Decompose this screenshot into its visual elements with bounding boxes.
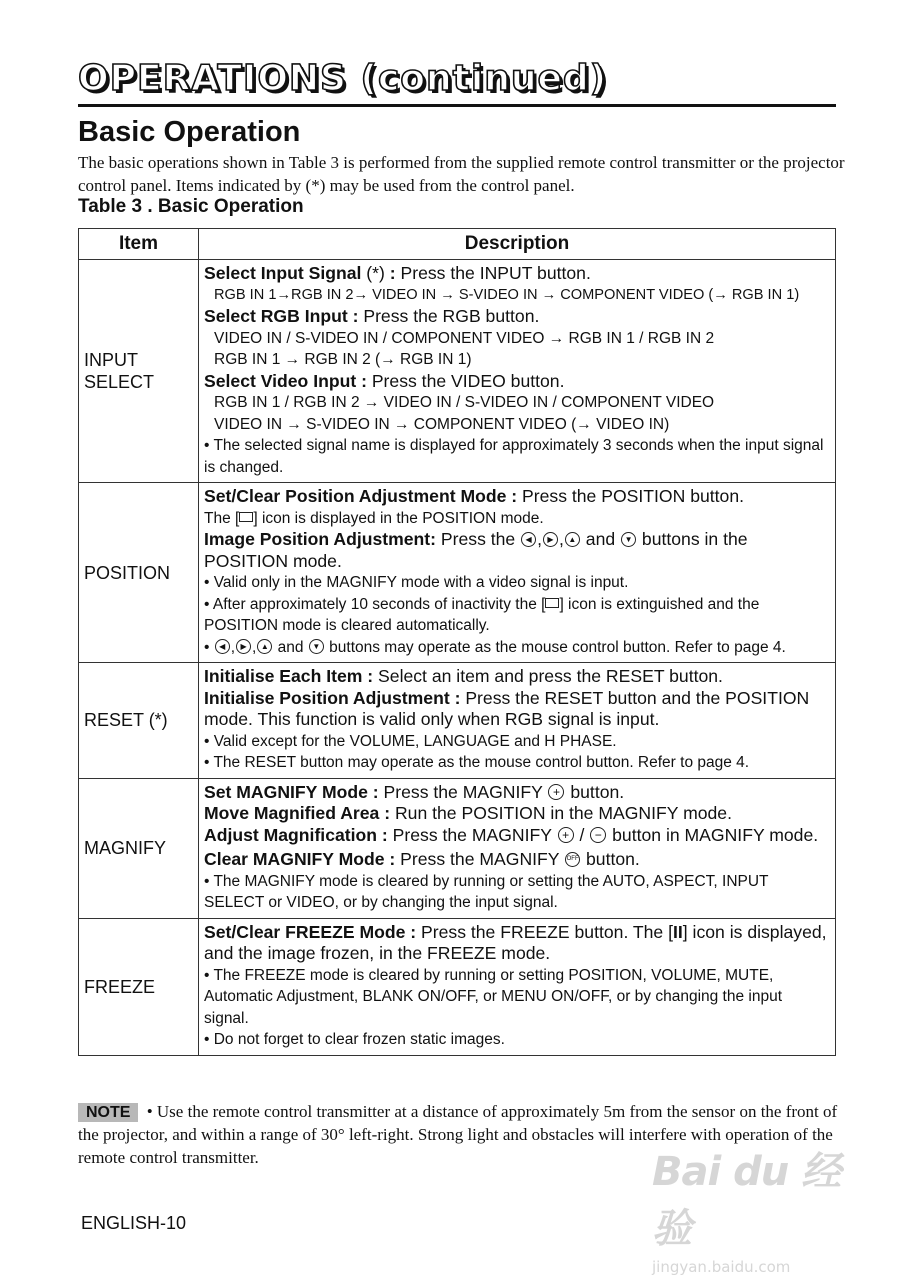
desc-text: / bbox=[574, 824, 590, 845]
item-input-select bbox=[79, 260, 199, 483]
note-text: • Use the remote control transmitter at a distance of approximately 5m from the sensor on the front of the projector, and within a range of 30° left-right. Strong light and obstacles will interfere with operation of the remote control transmitter. bbox=[78, 1102, 838, 1167]
table-row-position bbox=[79, 483, 836, 663]
desc-text: ] icon is displayed in the POSITION mode. bbox=[253, 509, 544, 527]
desc-freeze bbox=[199, 918, 836, 1055]
table-row-freeze bbox=[79, 918, 836, 1055]
position-frame-icon bbox=[545, 598, 559, 608]
desc-text: and bbox=[580, 529, 621, 549]
left-triangle-icon: ◀ bbox=[521, 532, 536, 547]
term: Select Input Signal bbox=[204, 263, 362, 283]
signal-sequence: RGB IN 1 / RGB IN 2 → VIDEO IN / S-VIDEO IN / COMPONENT VIDEO bbox=[214, 394, 715, 411]
desc-line bbox=[204, 508, 829, 530]
watermark-logo: Bai du 经验 bbox=[652, 1149, 841, 1252]
term: Adjust Magnification : bbox=[204, 824, 388, 845]
desc-line bbox=[204, 688, 829, 731]
desc-line bbox=[204, 263, 829, 285]
desc-magnify bbox=[199, 778, 836, 918]
desc-text: Press the VIDEO button. bbox=[366, 370, 565, 391]
item-line: INPUT bbox=[84, 350, 138, 370]
desc-note: • The FREEZE mode is cleared by running or setting POSITION, VOLUME, MUTE, Automatic Adjustment, BLANK ON/OFF, or MENU ON/OFF, or by changing the input signal. bbox=[204, 966, 783, 1027]
desc-line bbox=[204, 825, 829, 847]
desc-line bbox=[204, 371, 829, 393]
table-caption: Table 3 . Basic Operation bbox=[78, 196, 304, 217]
desc-line bbox=[204, 486, 829, 508]
heading-rule bbox=[78, 104, 836, 107]
basic-operation-table bbox=[78, 228, 836, 1056]
term: Initialise Each Item : bbox=[204, 666, 374, 686]
signal-sequence: VIDEO IN → S-VIDEO IN → COMPONENT VIDEO (→ VIDEO IN) bbox=[214, 415, 670, 433]
desc-note: • Valid except for the VOLUME, LANGUAGE and H PHASE. bbox=[204, 732, 617, 750]
plus-circle-icon: + bbox=[558, 827, 574, 843]
desc-line bbox=[204, 803, 829, 825]
desc-note: • The MAGNIFY mode is cleared by running or setting the AUTO, ASPECT, INPUT SELECT or VIDEO, or by changing the input signal. bbox=[204, 872, 769, 911]
desc-text: Press the RESET button and the POSITION mode. This function is valid only when RGB signal is input. bbox=[204, 687, 810, 729]
item-position: POSITION bbox=[79, 483, 199, 663]
intro-paragraph: The basic operations shown in Table 3 is performed from the supplied remote control transmitter or the projector control panel. Items indicated by (*) may be used from the control panel. bbox=[78, 153, 845, 195]
table-row-input-select bbox=[79, 260, 836, 483]
table-header-row bbox=[79, 229, 836, 260]
right-triangle-icon: ▶ bbox=[543, 532, 558, 547]
desc-text: Press the bbox=[436, 529, 521, 549]
desc-text: button. bbox=[581, 849, 640, 869]
minus-circle-icon: − bbox=[590, 827, 606, 843]
term: Set/Clear FREEZE Mode : bbox=[204, 921, 417, 942]
header-description: Description bbox=[199, 229, 836, 260]
off-circle-icon: OFF bbox=[565, 852, 580, 867]
term: Move Magnified Area : bbox=[204, 803, 391, 823]
desc-text: button in MAGNIFY mode. bbox=[607, 824, 819, 845]
term: Select RGB Input : bbox=[204, 306, 359, 326]
desc-text: Press the INPUT button. bbox=[395, 263, 591, 283]
table-row-magnify bbox=[79, 778, 836, 918]
item-magnify: MAGNIFY bbox=[79, 778, 199, 918]
term: Image Position Adjustment: bbox=[204, 529, 436, 549]
term: Set MAGNIFY Mode : bbox=[204, 781, 379, 802]
desc-text: buttons may operate as the mouse control button. Refer to page 4. bbox=[324, 638, 786, 656]
desc-text: Press the POSITION button. bbox=[517, 486, 744, 506]
desc-text: • After approximately 10 seconds of inactivity the [ bbox=[204, 595, 546, 613]
desc-text: Press the MAGNIFY bbox=[395, 849, 565, 869]
term: : bbox=[389, 263, 396, 283]
desc-text: Press the MAGNIFY bbox=[387, 824, 557, 845]
desc-note: • Do not forget to clear frozen static images. bbox=[204, 1031, 505, 1048]
desc-line bbox=[204, 666, 829, 688]
item-reset: RESET (*) bbox=[79, 663, 199, 779]
term: Clear MAGNIFY Mode : bbox=[204, 849, 396, 869]
desc-text: button. bbox=[565, 781, 625, 802]
desc-text: (*) bbox=[361, 263, 390, 283]
desc-note bbox=[204, 637, 829, 659]
desc-text: and bbox=[273, 638, 308, 656]
term: Set/Clear Position Adjustment Mode : bbox=[204, 486, 518, 506]
right-triangle-icon: ▶ bbox=[236, 639, 251, 654]
separator: , bbox=[230, 638, 236, 656]
separator: , bbox=[559, 529, 564, 549]
section-title: Basic Operation bbox=[78, 116, 301, 148]
desc-text: ] icon is extinguished and the POSITION mode is cleared automatically. bbox=[204, 595, 760, 634]
pause-icon: II bbox=[673, 921, 683, 942]
desc-line bbox=[204, 529, 829, 572]
signal-sequence: RGB IN 1 → RGB IN 2 (→ RGB IN 1) bbox=[214, 351, 472, 368]
item-freeze: FREEZE bbox=[79, 918, 199, 1055]
desc-line bbox=[204, 922, 829, 965]
separator: , bbox=[537, 529, 542, 549]
desc-line bbox=[204, 782, 829, 804]
desc-note: • The selected signal name is displayed for approximately 3 seconds when the input signal is changed. bbox=[204, 437, 824, 476]
item-line: SELECT bbox=[84, 372, 155, 392]
separator: , bbox=[252, 638, 257, 656]
signal-sequence: VIDEO IN / S-VIDEO IN / COMPONENT VIDEO → RGB IN 1 / RGB IN 2 bbox=[214, 329, 715, 347]
desc-line bbox=[204, 849, 829, 871]
term: Initialise Position Adjustment : bbox=[204, 687, 461, 708]
page-footer: ENGLISH-10 bbox=[81, 1213, 187, 1233]
desc-note bbox=[204, 594, 829, 637]
header-item: Item bbox=[79, 229, 199, 260]
plus-circle-icon: + bbox=[548, 784, 564, 800]
down-triangle-icon: ▼ bbox=[621, 532, 636, 547]
desc-reset bbox=[199, 663, 836, 779]
watermark bbox=[652, 1140, 872, 1276]
desc-position bbox=[199, 483, 836, 663]
desc-text: Select an item and press the RESET button. bbox=[373, 666, 723, 686]
note-label: NOTE bbox=[78, 1103, 138, 1122]
desc-text: The [ bbox=[204, 509, 240, 527]
signal-sequence: RGB IN 1→RGB IN 2→ VIDEO IN → S-VIDEO IN → COMPONENT VIDEO (→ RGB IN 1) bbox=[214, 286, 800, 303]
desc-line bbox=[204, 306, 829, 328]
desc-text: Press the FREEZE button. The [ bbox=[416, 921, 673, 942]
down-triangle-icon: ▼ bbox=[309, 639, 324, 654]
desc-text: Run the POSITION in the MAGNIFY mode. bbox=[390, 803, 732, 823]
desc-text: Press the MAGNIFY bbox=[378, 781, 548, 802]
desc-note: • Valid only in the MAGNIFY mode with a video signal is input. bbox=[204, 574, 629, 591]
term: Select Video Input : bbox=[204, 370, 367, 391]
desc-text: ] icon is displayed, and the image frozen, in the FREEZE mode. bbox=[204, 921, 827, 963]
watermark-url: jingyan.baidu.com bbox=[652, 1258, 791, 1276]
left-triangle-icon: ◀ bbox=[215, 639, 230, 654]
desc-text: buttons in the POSITION mode. bbox=[204, 529, 748, 571]
page-heading: OPERATIONS (continued) bbox=[78, 58, 608, 99]
up-triangle-icon: ▲ bbox=[257, 639, 272, 654]
desc-text: Press the RGB button. bbox=[358, 306, 540, 326]
desc-text: • bbox=[204, 638, 214, 656]
table-row-reset bbox=[79, 663, 836, 779]
desc-note: • The RESET button may operate as the mouse control button. Refer to page 4. bbox=[204, 754, 750, 771]
position-frame-icon bbox=[239, 512, 253, 522]
desc-input-select bbox=[199, 260, 836, 483]
up-triangle-icon: ▲ bbox=[565, 532, 580, 547]
